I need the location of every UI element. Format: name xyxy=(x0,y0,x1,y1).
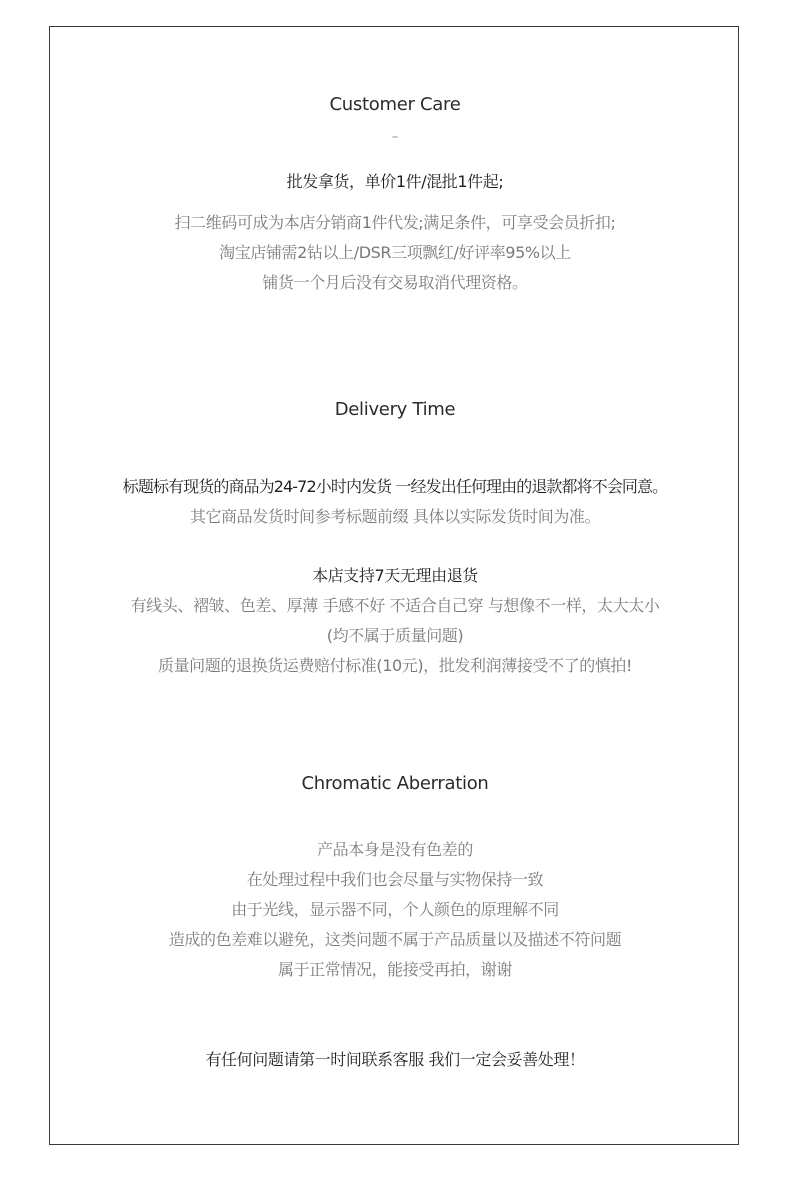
in-stock-shipping-notice: 标题标有现货的商品为24-72小时内发货 一经发出任何理由的退款都将不会同意。 xyxy=(122,477,668,496)
return-policy-heading: 本店支持7天无理由退货 xyxy=(312,566,478,585)
customer-care-line: 铺货一个月后没有交易取消代理资格。 xyxy=(262,273,528,292)
return-policy-line: 质量问题的退换货运费赔付标准(10元)，批发利润薄接受不了的慎拍! xyxy=(157,656,633,675)
color-difference-line: 属于正常情况，能接受再拍，谢谢 xyxy=(277,960,512,979)
chromatic-aberration-heading: Chromatic Aberration xyxy=(301,773,489,794)
shipping-time-note: 其它商品发货时间参考标题前缀 具体以实际发货时间为准。 xyxy=(189,507,601,526)
customer-care-line: 淘宝店铺需2钻以上/DSR三项飘红/好评率95%以上 xyxy=(219,243,571,262)
delivery-time-heading: Delivery Time xyxy=(334,399,456,420)
color-difference-line: 产品本身是没有色差的 xyxy=(316,840,473,859)
return-policy-line: (均不属于质量问题) xyxy=(326,626,464,645)
color-difference-line: 在处理过程中我们也会尽量与实物保持一致 xyxy=(246,870,544,889)
customer-care-heading: Customer Care xyxy=(329,94,461,115)
contact-service-notice: 有任何问题请第一时间联系客服 我们一定会妥善处理！ xyxy=(205,1050,585,1069)
customer-care-line: 扫二维码可成为本店分销商1件代发;满足条件，可享受会员折扣; xyxy=(174,213,616,232)
return-policy-line: 有线头、褶皱、色差、厚薄 手感不好 不适合自己穿 与想像不一样，太大太小 xyxy=(130,596,660,615)
color-difference-line: 由于光线，显示器不同，个人颜色的原理解不同 xyxy=(231,900,559,919)
color-difference-line: 造成的色差难以避免，这类问题不属于产品质量以及描述不符问题 xyxy=(168,930,622,949)
heading-divider: – xyxy=(391,129,399,145)
wholesale-notice: 批发拿货，单价1件/混批1件起; xyxy=(286,172,504,191)
